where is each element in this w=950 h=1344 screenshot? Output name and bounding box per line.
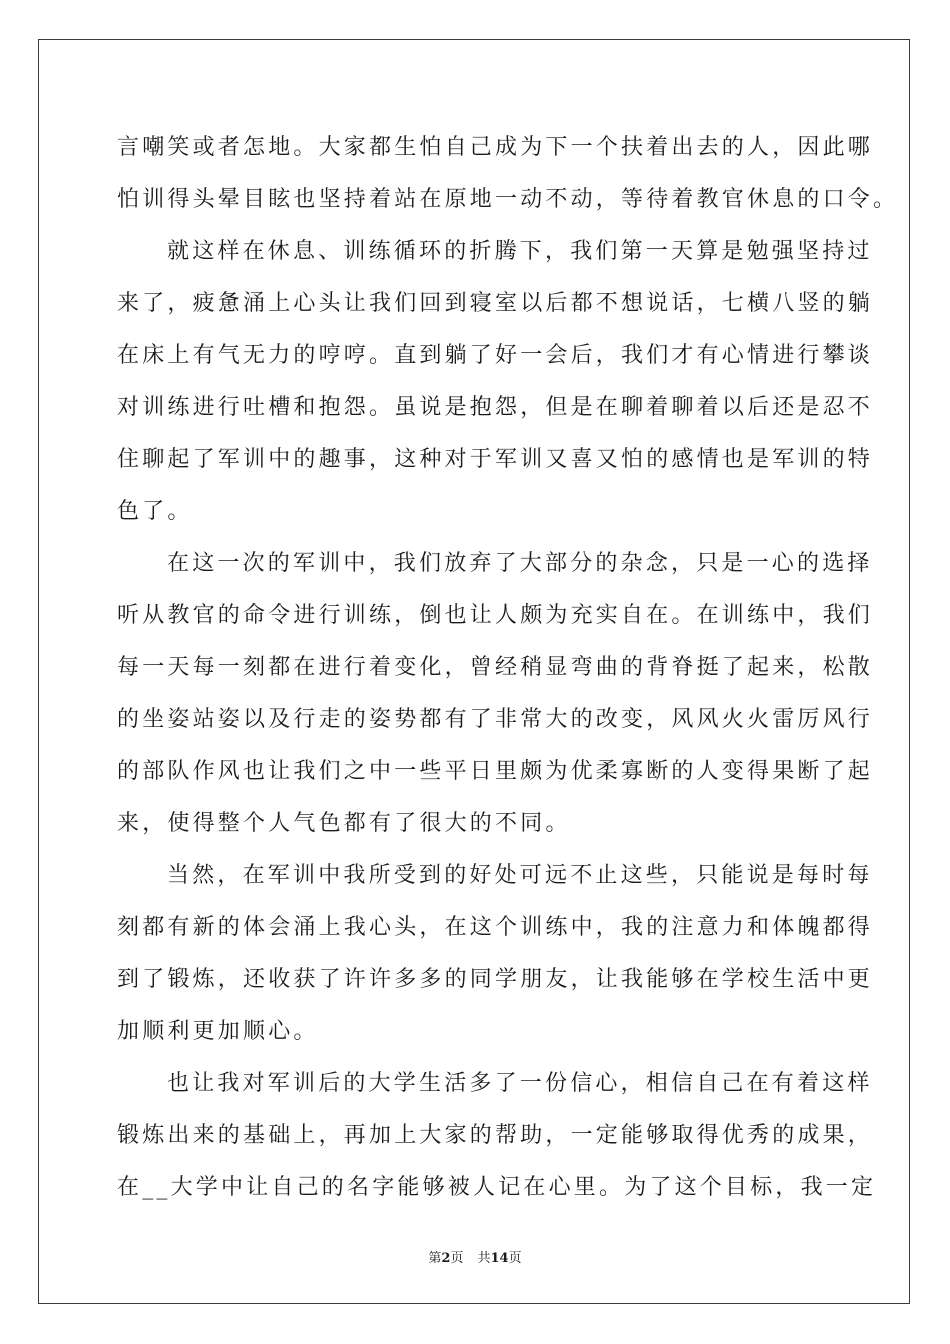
text-line: 听从教官的命令进行训练，倒也让人颇为充实自在。在训练中，我们: [117, 603, 874, 628]
text-line: 来，使得整个人气色都有了很大的不同。: [117, 811, 571, 836]
text-line: 到了锻炼，还收获了许许多多的同学朋友，让我能够在学校生活中更: [117, 967, 874, 992]
text-line: 言嘲笑或者怎地。大家都生怕自己成为下一个扶着出去的人，因此哪: [117, 135, 874, 160]
text-line: 色了。: [117, 499, 193, 524]
text-line: 来了，疲惫涌上心头让我们回到寝室以后都不想说话，七横八竖的躺: [117, 291, 874, 316]
page-unit: 页: [450, 1251, 464, 1266]
text-line: 每一天每一刻都在进行着变化，曾经稍显弯曲的背脊挺了起来，松散: [117, 655, 874, 680]
text-line: 怕训得头晕目眩也坚持着站在原地一动不动，等待着教官休息的口令。: [117, 187, 899, 212]
paragraph-start-line: 也让我对军训后的大学生活多了一份信心，相信自己在有着这样: [167, 1071, 873, 1096]
text-line: 锻炼出来的基础上，再加上大家的帮助，一定能够取得优秀的成果，: [117, 1123, 874, 1148]
paragraph-start-line: 在这一次的军训中，我们放弃了大部分的杂念，只是一心的选择: [167, 551, 873, 576]
total-prefix: 共: [477, 1251, 491, 1266]
page-number: 2: [441, 1251, 451, 1266]
text-line: 在__大学中让自己的名字能够被人记在心里。为了这个目标，我一定: [117, 1175, 877, 1200]
text-line: 的坐姿站姿以及行走的姿势都有了非常大的改变，风风火火雷厉风行: [117, 707, 874, 732]
paragraph-start-line: 当然，在军训中我所受到的好处可远不止这些，只能说是每时每: [167, 863, 873, 888]
page-footer: [0, 1247, 950, 1266]
page-prefix: 第: [428, 1251, 442, 1266]
total-unit: 页: [508, 1251, 522, 1266]
text-line: 加顺利更加顺心。: [117, 1019, 319, 1044]
text-line: 刻都有新的体会涌上我心头，在这个训练中，我的注意力和体魄都得: [117, 915, 874, 940]
text-line: 的部队作风也让我们之中一些平日里颇为优柔寡断的人变得果断了起: [117, 759, 874, 784]
paragraph-start-line: 就这样在休息、训练循环的折腾下，我们第一天算是勉强坚持过: [167, 239, 873, 264]
text-line: 住聊起了军训中的趣事，这种对于军训又喜又怕的感情也是军训的特: [117, 447, 874, 472]
text-line: 对训练进行吐槽和抱怨。虽说是抱怨，但是在聊着聊着以后还是忍不: [117, 395, 874, 420]
total-pages: 14: [490, 1251, 509, 1266]
text-line: 在床上有气无力的哼哼。直到躺了好一会后，我们才有心情进行攀谈: [117, 343, 874, 368]
document-body: [117, 128, 899, 1220]
